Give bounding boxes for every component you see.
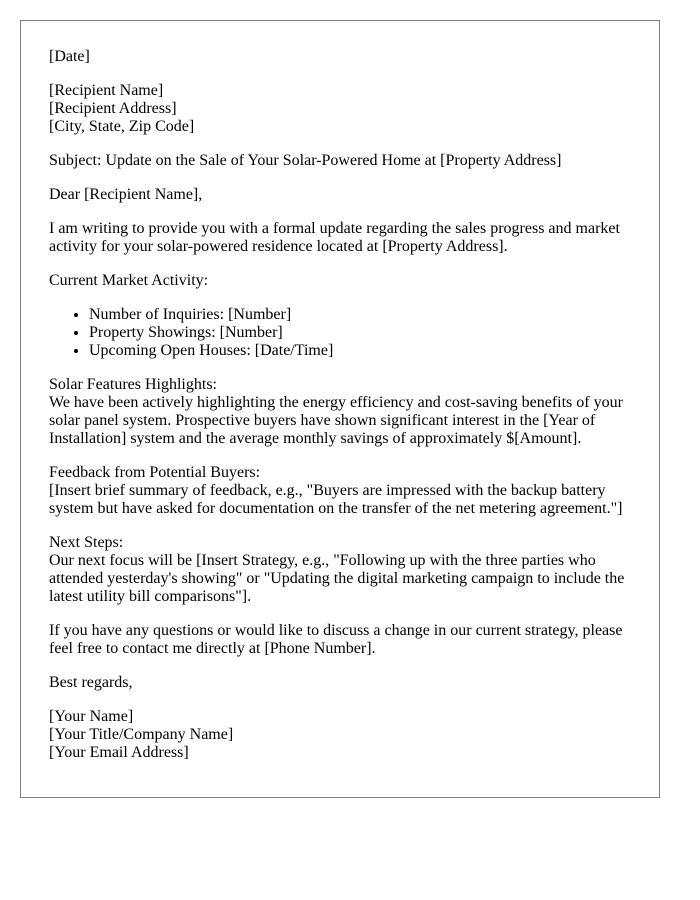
letter xyxy=(20,20,660,798)
market-activity-list xyxy=(49,306,631,360)
recipient-address: [Recipient Address] xyxy=(49,100,177,117)
market-activity-heading: Current Market Activity: xyxy=(49,272,209,289)
sign-off: Best regards, xyxy=(49,674,133,691)
intro-paragraph: I am writing to provide you with a formal update regarding the sales progress and market activity for your solar-powered residence located at [Property Address]. xyxy=(49,220,620,255)
date-block xyxy=(49,48,631,66)
signature-block xyxy=(49,708,631,762)
subject-line: Subject: Update on the Sale of Your Solar-Powered Home at [Property Address] xyxy=(49,152,562,169)
signature-email: [Your Email Address] xyxy=(49,744,189,761)
next-steps-section xyxy=(49,534,631,606)
signature-title-company: [Your Title/Company Name] xyxy=(49,726,234,743)
next-steps-body: Our next focus will be [Insert Strategy, e.g., "Following up with the three parties who attended yesterday's showing" or "Updating the digital marketing campaign to include the latest utility bill comparisons"]. xyxy=(49,552,625,605)
feedback-body: [Insert brief summary of feedback, e.g., "Buyers are impressed with the backup battery system but have asked for documentation on the transfer of the net metering agreement."] xyxy=(49,482,623,517)
signature-name: [Your Name] xyxy=(49,708,134,725)
feedback-section xyxy=(49,464,631,518)
list-item: • Upcoming Open Houses: [Date/Time] xyxy=(89,342,631,360)
recipient-name: [Recipient Name] xyxy=(49,82,164,99)
solar-features-heading: Solar Features Highlights: xyxy=(49,376,217,393)
list-item: • Property Showings: [Number] xyxy=(89,324,631,342)
closing-paragraph: If you have any questions or would like to discuss a change in our current strategy, please feel free to contact me directly at [Phone Number]. xyxy=(49,622,623,657)
solar-features-section xyxy=(49,376,631,448)
date: [Date] xyxy=(49,48,90,65)
feedback-heading: Feedback from Potential Buyers: xyxy=(49,464,261,481)
recipient-city-state-zip: [City, State, Zip Code] xyxy=(49,118,195,135)
recipient-block xyxy=(49,82,631,136)
solar-features-body: We have been actively highlighting the energy efficiency and cost-saving benefits of your solar panel system. Prospective buyers have shown significant interest in the [Year of Installation] system and the average monthly savings of approximately $[Amount]. xyxy=(49,394,623,447)
salutation: Dear [Recipient Name], xyxy=(49,186,203,203)
next-steps-heading: Next Steps: xyxy=(49,534,124,551)
list-item: • Number of Inquiries: [Number] xyxy=(89,306,631,324)
